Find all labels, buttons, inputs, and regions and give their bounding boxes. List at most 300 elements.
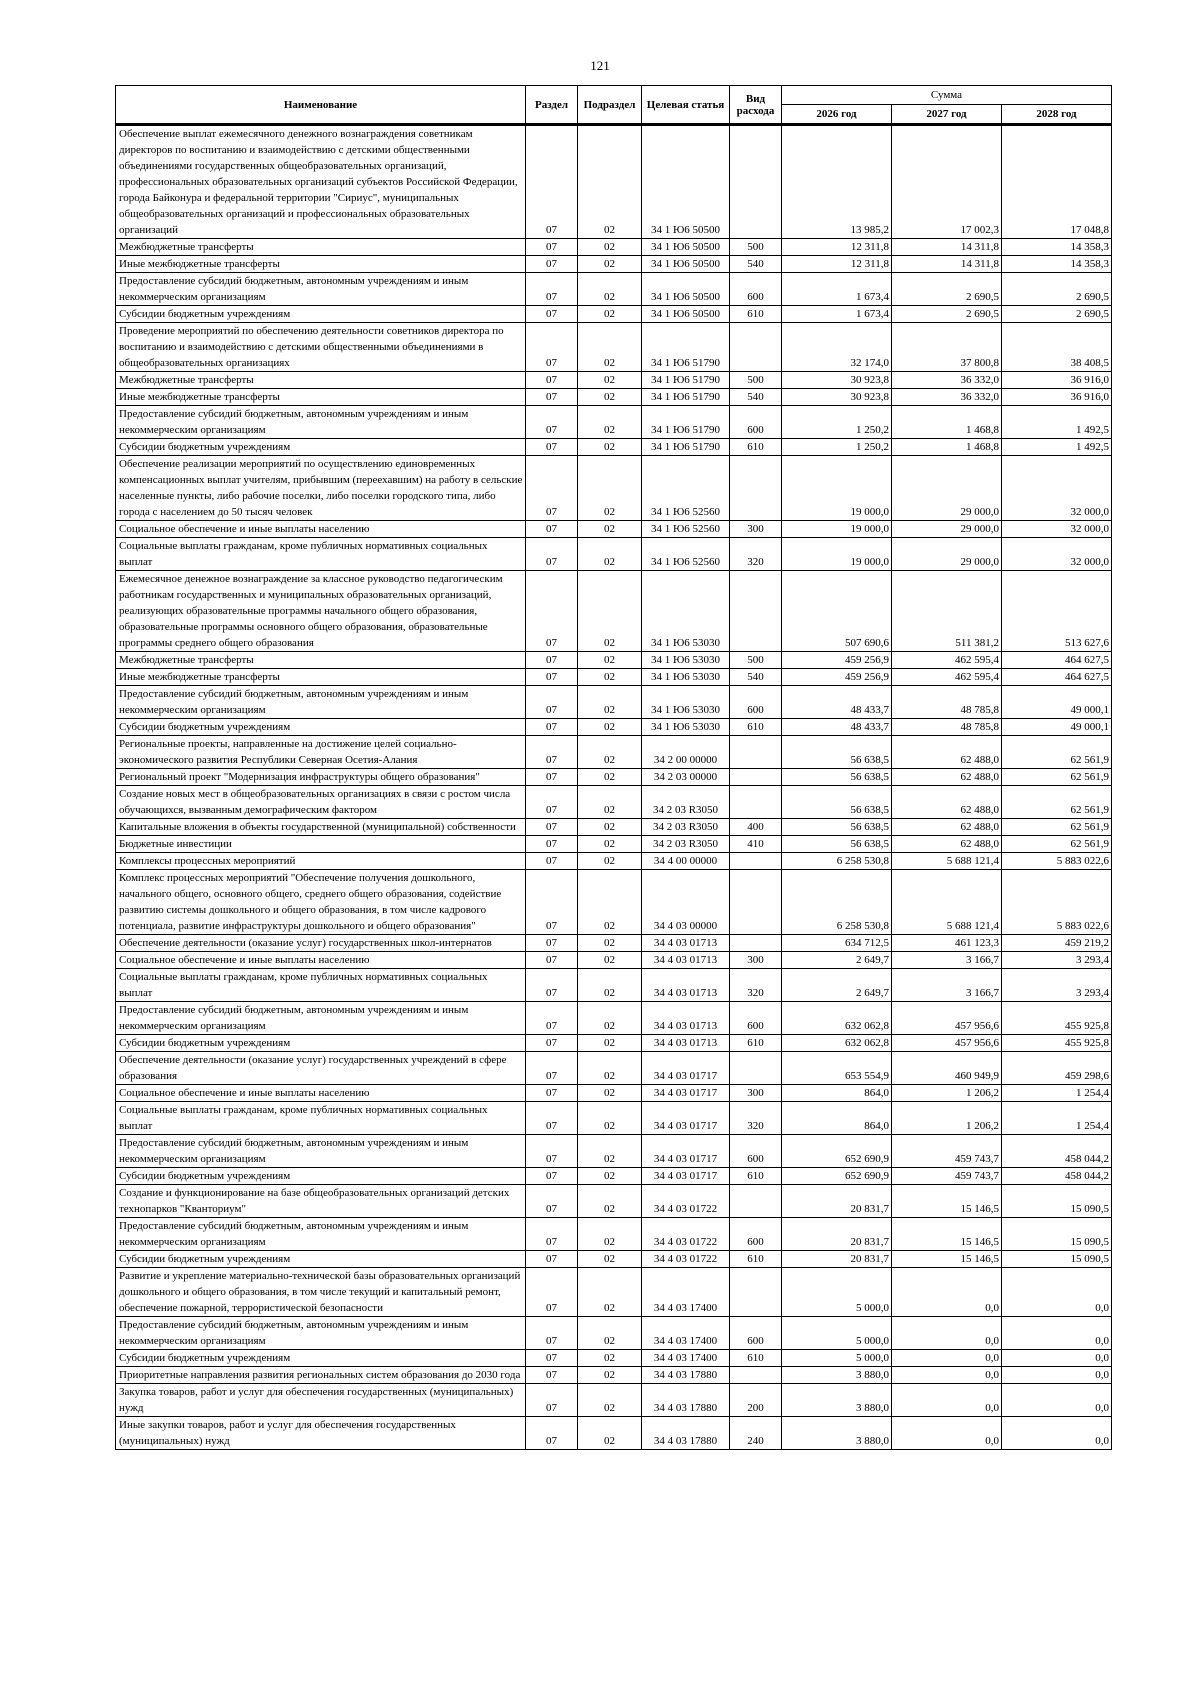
header-year-2028: 2028 год <box>1002 105 1112 125</box>
row-target: 34 4 03 17880 <box>642 1384 730 1417</box>
row-name: Иные межбюджетные трансферты <box>116 389 526 406</box>
row-name: Социальные выплаты гражданам, кроме публичных нормативных социальных выплат <box>116 538 526 571</box>
row-sum-2028: 0,0 <box>1002 1350 1112 1367</box>
budget-table <box>115 85 1112 1450</box>
row-sum-2028: 15 090,5 <box>1002 1251 1112 1268</box>
row-sum-2027: 36 332,0 <box>892 389 1002 406</box>
row-name: Субсидии бюджетным учреждениям <box>116 1251 526 1268</box>
row-expense-type: 500 <box>730 239 782 256</box>
row-sum-2028: 49 000,1 <box>1002 719 1112 736</box>
row-sum-2026: 459 256,9 <box>782 652 892 669</box>
row-name: Предоставление субсидий бюджетным, автономным учреждениям и иным некоммерческим организациям <box>116 1317 526 1350</box>
row-target: 34 1 Ю6 50500 <box>642 273 730 306</box>
row-sum-2028: 0,0 <box>1002 1384 1112 1417</box>
row-expense-type <box>730 1367 782 1384</box>
row-subsection: 02 <box>578 306 642 323</box>
row-name: Иные межбюджетные трансферты <box>116 669 526 686</box>
row-target: 34 2 03 R3050 <box>642 836 730 853</box>
table-row <box>116 273 1112 306</box>
row-expense-type <box>730 125 782 239</box>
row-subsection: 02 <box>578 239 642 256</box>
row-name: Социальные выплаты гражданам, кроме публичных нормативных социальных выплат <box>116 969 526 1002</box>
header-year-2027: 2027 год <box>892 105 1002 125</box>
row-subsection: 02 <box>578 1317 642 1350</box>
row-expense-type <box>730 769 782 786</box>
table-body <box>116 125 1112 1450</box>
row-section: 07 <box>526 952 578 969</box>
row-sum-2026: 20 831,7 <box>782 1251 892 1268</box>
row-sum-2027: 15 146,5 <box>892 1185 1002 1218</box>
row-name: Субсидии бюджетным учреждениям <box>116 1035 526 1052</box>
row-expense-type: 610 <box>730 306 782 323</box>
table-row <box>116 538 1112 571</box>
row-section: 07 <box>526 1002 578 1035</box>
row-target: 34 1 Ю6 51790 <box>642 389 730 406</box>
table-row <box>116 836 1112 853</box>
row-expense-type: 600 <box>730 686 782 719</box>
row-name: Социальные выплаты гражданам, кроме публичных нормативных социальных выплат <box>116 1102 526 1135</box>
row-target: 34 1 Ю6 52560 <box>642 456 730 521</box>
row-sum-2028: 1 254,4 <box>1002 1102 1112 1135</box>
row-expense-type <box>730 786 782 819</box>
row-expense-type: 410 <box>730 836 782 853</box>
row-section: 07 <box>526 1251 578 1268</box>
row-sum-2027: 14 311,8 <box>892 256 1002 273</box>
row-expense-type: 600 <box>730 1218 782 1251</box>
row-section: 07 <box>526 1185 578 1218</box>
row-sum-2027: 0,0 <box>892 1367 1002 1384</box>
row-sum-2026: 19 000,0 <box>782 538 892 571</box>
row-sum-2027: 457 956,6 <box>892 1035 1002 1052</box>
row-sum-2026: 3 880,0 <box>782 1384 892 1417</box>
row-target: 34 4 03 01713 <box>642 1035 730 1052</box>
row-sum-2027: 0,0 <box>892 1268 1002 1317</box>
row-name: Социальное обеспечение и иные выплаты населению <box>116 521 526 538</box>
row-section: 07 <box>526 686 578 719</box>
row-sum-2026: 5 000,0 <box>782 1350 892 1367</box>
row-expense-type: 300 <box>730 952 782 969</box>
row-subsection: 02 <box>578 1218 642 1251</box>
table-row <box>116 870 1112 935</box>
row-sum-2026: 5 000,0 <box>782 1317 892 1350</box>
row-target: 34 2 03 00000 <box>642 769 730 786</box>
row-name: Субсидии бюджетным учреждениям <box>116 306 526 323</box>
row-sum-2026: 56 638,5 <box>782 769 892 786</box>
row-sum-2027: 3 166,7 <box>892 952 1002 969</box>
row-subsection: 02 <box>578 571 642 652</box>
row-expense-type <box>730 870 782 935</box>
row-target: 34 4 03 01713 <box>642 952 730 969</box>
row-subsection: 02 <box>578 719 642 736</box>
row-target: 34 1 Ю6 50500 <box>642 239 730 256</box>
row-sum-2027: 48 785,8 <box>892 719 1002 736</box>
row-expense-type <box>730 1268 782 1317</box>
row-target: 34 4 03 01713 <box>642 969 730 1002</box>
row-target: 34 4 00 00000 <box>642 853 730 870</box>
row-section: 07 <box>526 1035 578 1052</box>
row-name: Субсидии бюджетным учреждениям <box>116 439 526 456</box>
row-sum-2027: 2 690,5 <box>892 306 1002 323</box>
row-expense-type: 540 <box>730 256 782 273</box>
row-target: 34 2 03 R3050 <box>642 786 730 819</box>
row-name: Капитальные вложения в объекты государственной (муниципальной) собственности <box>116 819 526 836</box>
row-sum-2026: 5 000,0 <box>782 1268 892 1317</box>
table-row <box>116 1035 1112 1052</box>
table-row <box>116 1185 1112 1218</box>
table-row <box>116 736 1112 769</box>
row-expense-type: 610 <box>730 1168 782 1185</box>
row-name: Иные межбюджетные трансферты <box>116 256 526 273</box>
row-sum-2026: 864,0 <box>782 1102 892 1135</box>
row-subsection: 02 <box>578 406 642 439</box>
row-section: 07 <box>526 571 578 652</box>
table-row <box>116 125 1112 239</box>
row-name: Предоставление субсидий бюджетным, автономным учреждениям и иным некоммерческим организациям <box>116 273 526 306</box>
table-row <box>116 1367 1112 1384</box>
row-sum-2026: 6 258 530,8 <box>782 870 892 935</box>
row-sum-2028: 455 925,8 <box>1002 1002 1112 1035</box>
row-sum-2028: 62 561,9 <box>1002 836 1112 853</box>
row-sum-2028: 36 916,0 <box>1002 372 1112 389</box>
row-expense-type: 320 <box>730 1102 782 1135</box>
row-sum-2028: 0,0 <box>1002 1317 1112 1350</box>
row-sum-2026: 3 880,0 <box>782 1367 892 1384</box>
row-subsection: 02 <box>578 769 642 786</box>
table-row <box>116 372 1112 389</box>
table-row <box>116 669 1112 686</box>
row-sum-2027: 17 002,3 <box>892 125 1002 239</box>
row-subsection: 02 <box>578 1135 642 1168</box>
row-sum-2027: 1 206,2 <box>892 1102 1002 1135</box>
row-name: Региональные проекты, направленные на достижение целей социально-экономического развития Республики Северная Осетия-Алания <box>116 736 526 769</box>
row-sum-2027: 1 206,2 <box>892 1085 1002 1102</box>
table-row <box>116 306 1112 323</box>
row-section: 07 <box>526 1135 578 1168</box>
row-section: 07 <box>526 853 578 870</box>
row-name: Предоставление субсидий бюджетным, автономным учреждениям и иным некоммерческим организациям <box>116 686 526 719</box>
row-sum-2028: 62 561,9 <box>1002 786 1112 819</box>
row-subsection: 02 <box>578 853 642 870</box>
row-sum-2028: 0,0 <box>1002 1417 1112 1450</box>
row-sum-2028: 5 883 022,6 <box>1002 870 1112 935</box>
row-expense-type: 400 <box>730 819 782 836</box>
row-section: 07 <box>526 969 578 1002</box>
row-subsection: 02 <box>578 1002 642 1035</box>
row-subsection: 02 <box>578 786 642 819</box>
row-sum-2028: 459 219,2 <box>1002 935 1112 952</box>
row-expense-type <box>730 853 782 870</box>
row-sum-2026: 6 258 530,8 <box>782 853 892 870</box>
row-sum-2026: 30 923,8 <box>782 389 892 406</box>
table-row <box>116 389 1112 406</box>
row-sum-2028: 14 358,3 <box>1002 239 1112 256</box>
row-name: Предоставление субсидий бюджетным, автономным учреждениям и иным некоммерческим организациям <box>116 1135 526 1168</box>
row-sum-2026: 1 250,2 <box>782 439 892 456</box>
row-sum-2027: 15 146,5 <box>892 1251 1002 1268</box>
row-section: 07 <box>526 1268 578 1317</box>
table-row <box>116 239 1112 256</box>
row-target: 34 1 Ю6 53030 <box>642 669 730 686</box>
row-sum-2026: 56 638,5 <box>782 836 892 853</box>
row-expense-type: 600 <box>730 1317 782 1350</box>
row-sum-2028: 62 561,9 <box>1002 819 1112 836</box>
row-sum-2026: 20 831,7 <box>782 1218 892 1251</box>
row-sum-2027: 62 488,0 <box>892 819 1002 836</box>
row-section: 07 <box>526 786 578 819</box>
row-sum-2027: 511 381,2 <box>892 571 1002 652</box>
row-target: 34 4 03 01717 <box>642 1085 730 1102</box>
row-section: 07 <box>526 669 578 686</box>
row-subsection: 02 <box>578 736 642 769</box>
row-sum-2028: 62 561,9 <box>1002 736 1112 769</box>
row-sum-2028: 32 000,0 <box>1002 521 1112 538</box>
row-target: 34 2 00 00000 <box>642 736 730 769</box>
row-sum-2027: 460 949,9 <box>892 1052 1002 1085</box>
row-sum-2028: 1 254,4 <box>1002 1085 1112 1102</box>
row-section: 07 <box>526 1168 578 1185</box>
row-sum-2027: 3 166,7 <box>892 969 1002 1002</box>
row-expense-type: 600 <box>730 406 782 439</box>
row-expense-type <box>730 456 782 521</box>
row-section: 07 <box>526 1102 578 1135</box>
row-subsection: 02 <box>578 952 642 969</box>
row-sum-2026: 12 311,8 <box>782 256 892 273</box>
row-expense-type <box>730 935 782 952</box>
row-sum-2028: 17 048,8 <box>1002 125 1112 239</box>
table-row <box>116 1135 1112 1168</box>
row-section: 07 <box>526 836 578 853</box>
table-row <box>116 521 1112 538</box>
row-target: 34 4 03 01713 <box>642 935 730 952</box>
row-sum-2027: 62 488,0 <box>892 836 1002 853</box>
row-sum-2026: 56 638,5 <box>782 736 892 769</box>
row-target: 34 4 03 17400 <box>642 1350 730 1367</box>
row-sum-2028: 15 090,5 <box>1002 1185 1112 1218</box>
table-row <box>116 769 1112 786</box>
row-subsection: 02 <box>578 389 642 406</box>
row-sum-2027: 14 311,8 <box>892 239 1002 256</box>
row-subsection: 02 <box>578 819 642 836</box>
row-section: 07 <box>526 372 578 389</box>
row-name: Создание и функционирование на базе общеобразовательных организаций детских технопарков "Кванториум" <box>116 1185 526 1218</box>
row-expense-type: 540 <box>730 389 782 406</box>
row-expense-type: 600 <box>730 273 782 306</box>
row-section: 07 <box>526 819 578 836</box>
header-target: Целевая статья <box>642 86 730 125</box>
row-subsection: 02 <box>578 372 642 389</box>
row-name: Предоставление субсидий бюджетным, автономным учреждениям и иным некоммерческим организациям <box>116 1218 526 1251</box>
row-sum-2026: 56 638,5 <box>782 786 892 819</box>
row-section: 07 <box>526 870 578 935</box>
row-sum-2027: 37 800,8 <box>892 323 1002 372</box>
row-subsection: 02 <box>578 1417 642 1450</box>
row-name: Обеспечение реализации мероприятий по осуществлению единовременных компенсационных выплат учителям, прибывшим (переехавшим) на работу в сельские населенные пункты, либо рабочие поселки, либо поселки городского типа, либо города с населением до 50 тысяч человек <box>116 456 526 521</box>
row-target: 34 4 03 01722 <box>642 1185 730 1218</box>
table-row <box>116 323 1112 372</box>
row-sum-2027: 459 743,7 <box>892 1135 1002 1168</box>
row-name: Закупка товаров, работ и услуг для обеспечения государственных (муниципальных) нужд <box>116 1384 526 1417</box>
row-sum-2027: 15 146,5 <box>892 1218 1002 1251</box>
row-expense-type <box>730 1185 782 1218</box>
row-subsection: 02 <box>578 273 642 306</box>
table-row <box>116 1317 1112 1350</box>
row-target: 34 1 Ю6 51790 <box>642 372 730 389</box>
header-year-2026: 2026 год <box>782 105 892 125</box>
row-section: 07 <box>526 239 578 256</box>
row-sum-2028: 2 690,5 <box>1002 306 1112 323</box>
row-subsection: 02 <box>578 456 642 521</box>
row-target: 34 4 03 01717 <box>642 1102 730 1135</box>
row-section: 07 <box>526 769 578 786</box>
row-subsection: 02 <box>578 870 642 935</box>
row-sum-2028: 3 293,4 <box>1002 969 1112 1002</box>
row-section: 07 <box>526 323 578 372</box>
row-section: 07 <box>526 719 578 736</box>
row-target: 34 4 03 17880 <box>642 1367 730 1384</box>
row-expense-type: 540 <box>730 669 782 686</box>
row-target: 34 1 Ю6 53030 <box>642 652 730 669</box>
table-row <box>116 571 1112 652</box>
row-target: 34 4 03 01722 <box>642 1218 730 1251</box>
row-sum-2027: 36 332,0 <box>892 372 1002 389</box>
row-section: 07 <box>526 273 578 306</box>
row-target: 34 1 Ю6 51790 <box>642 323 730 372</box>
row-sum-2028: 14 358,3 <box>1002 256 1112 273</box>
row-sum-2028: 459 298,6 <box>1002 1052 1112 1085</box>
header-sum: Сумма <box>782 86 1112 105</box>
row-sum-2026: 3 880,0 <box>782 1417 892 1450</box>
row-target: 34 4 03 17880 <box>642 1417 730 1450</box>
row-section: 07 <box>526 125 578 239</box>
row-sum-2028: 38 408,5 <box>1002 323 1112 372</box>
table-row <box>116 935 1112 952</box>
row-section: 07 <box>526 736 578 769</box>
row-expense-type: 240 <box>730 1417 782 1450</box>
row-sum-2027: 29 000,0 <box>892 538 1002 571</box>
row-name: Ежемесячное денежное вознаграждение за классное руководство педагогическим работникам государственных и муниципальных образовательных организаций, реализующих образовательные программы начального общего образования, образовательные программы основного общего образования, образовательные программы среднего общего образования <box>116 571 526 652</box>
row-subsection: 02 <box>578 521 642 538</box>
row-name: Комплексы процессных мероприятий <box>116 853 526 870</box>
row-sum-2026: 634 712,5 <box>782 935 892 952</box>
row-subsection: 02 <box>578 1035 642 1052</box>
row-sum-2026: 2 649,7 <box>782 952 892 969</box>
row-name: Обеспечение выплат ежемесячного денежного вознаграждения советникам директоров по воспитанию и взаимодействию с детскими общественными объединениями государственных общеобразовательных организаций, профессиональных образовательных организаций субъектов Российской Федерации, города Байконура и федеральной территории "Сириус", муниципальных общеобразовательных организаций и профессиональных образовательных организаций <box>116 125 526 239</box>
row-expense-type: 500 <box>730 652 782 669</box>
row-subsection: 02 <box>578 323 642 372</box>
row-section: 07 <box>526 406 578 439</box>
row-sum-2027: 457 956,6 <box>892 1002 1002 1035</box>
table-row <box>116 686 1112 719</box>
row-name: Межбюджетные трансферты <box>116 652 526 669</box>
row-subsection: 02 <box>578 669 642 686</box>
row-target: 34 4 03 17400 <box>642 1317 730 1350</box>
row-expense-type: 300 <box>730 521 782 538</box>
row-target: 34 4 03 01717 <box>642 1168 730 1185</box>
table-row <box>116 456 1112 521</box>
row-sum-2026: 632 062,8 <box>782 1035 892 1052</box>
row-subsection: 02 <box>578 935 642 952</box>
row-sum-2028: 62 561,9 <box>1002 769 1112 786</box>
row-name: Создание новых мест в общеобразовательных организациях в связи с ростом числа обучающихся, вызванным демографическим фактором <box>116 786 526 819</box>
header-section: Раздел <box>526 86 578 125</box>
row-name: Социальное обеспечение и иные выплаты населению <box>116 952 526 969</box>
row-sum-2027: 5 688 121,4 <box>892 870 1002 935</box>
row-expense-type: 610 <box>730 719 782 736</box>
row-name: Предоставление субсидий бюджетным, автономным учреждениям и иным некоммерческим организациям <box>116 406 526 439</box>
row-sum-2026: 56 638,5 <box>782 819 892 836</box>
row-sum-2027: 29 000,0 <box>892 521 1002 538</box>
row-expense-type: 610 <box>730 1350 782 1367</box>
row-sum-2028: 458 044,2 <box>1002 1168 1112 1185</box>
row-section: 07 <box>526 1218 578 1251</box>
row-section: 07 <box>526 1384 578 1417</box>
row-expense-type <box>730 1052 782 1085</box>
row-section: 07 <box>526 521 578 538</box>
row-section: 07 <box>526 1367 578 1384</box>
table-row <box>116 1102 1112 1135</box>
row-expense-type: 600 <box>730 1002 782 1035</box>
row-sum-2028: 1 492,5 <box>1002 406 1112 439</box>
row-sum-2028: 49 000,1 <box>1002 686 1112 719</box>
header-expense-type: Вид расхода <box>730 86 782 125</box>
row-subsection: 02 <box>578 836 642 853</box>
row-sum-2028: 464 627,5 <box>1002 669 1112 686</box>
row-sum-2028: 32 000,0 <box>1002 456 1112 521</box>
row-subsection: 02 <box>578 256 642 273</box>
row-sum-2028: 36 916,0 <box>1002 389 1112 406</box>
row-sum-2026: 459 256,9 <box>782 669 892 686</box>
row-expense-type: 610 <box>730 1035 782 1052</box>
row-target: 34 4 03 01713 <box>642 1002 730 1035</box>
row-sum-2027: 62 488,0 <box>892 736 1002 769</box>
row-subsection: 02 <box>578 1384 642 1417</box>
row-sum-2027: 0,0 <box>892 1384 1002 1417</box>
row-target: 34 1 Ю6 51790 <box>642 406 730 439</box>
row-sum-2027: 48 785,8 <box>892 686 1002 719</box>
row-name: Проведение мероприятий по обеспечению деятельности советников директора по воспитанию и взаимодействию с детскими общественными объединениями в общеобразовательных организациях <box>116 323 526 372</box>
row-section: 07 <box>526 389 578 406</box>
row-sum-2027: 0,0 <box>892 1417 1002 1450</box>
table-row <box>116 1168 1112 1185</box>
row-subsection: 02 <box>578 1251 642 1268</box>
row-sum-2026: 507 690,6 <box>782 571 892 652</box>
row-sum-2026: 864,0 <box>782 1085 892 1102</box>
row-sum-2028: 5 883 022,6 <box>1002 853 1112 870</box>
table-row <box>116 853 1112 870</box>
table-row <box>116 406 1112 439</box>
row-name: Комплекс процессных мероприятий "Обеспечение получения дошкольного, начального общего, основного общего, среднего общего образования, содействие развитию системы дошкольного и общего образования, в том числе кадрового потенциала, развитие инфраструктуры дошкольного и общего образования" <box>116 870 526 935</box>
row-target: 34 4 03 00000 <box>642 870 730 935</box>
row-sum-2026: 1 673,4 <box>782 273 892 306</box>
header-subsection: Подраздел <box>578 86 642 125</box>
table-row <box>116 1384 1112 1417</box>
row-subsection: 02 <box>578 686 642 719</box>
table-row <box>116 256 1112 273</box>
row-name: Развитие и укрепление материально-технической базы образовательных организаций дошкольного и общего образования, в том числе текущий и капитальный ремонт, обеспечение пожарной, террористической безопасности <box>116 1268 526 1317</box>
row-subsection: 02 <box>578 1367 642 1384</box>
row-sum-2028: 1 492,5 <box>1002 439 1112 456</box>
row-sum-2026: 13 985,2 <box>782 125 892 239</box>
row-sum-2028: 2 690,5 <box>1002 273 1112 306</box>
row-target: 34 1 Ю6 53030 <box>642 571 730 652</box>
row-section: 07 <box>526 652 578 669</box>
row-expense-type: 200 <box>730 1384 782 1417</box>
row-sum-2028: 0,0 <box>1002 1367 1112 1384</box>
row-subsection: 02 <box>578 1168 642 1185</box>
row-sum-2028: 455 925,8 <box>1002 1035 1112 1052</box>
table-row <box>116 1268 1112 1317</box>
table-row <box>116 652 1112 669</box>
